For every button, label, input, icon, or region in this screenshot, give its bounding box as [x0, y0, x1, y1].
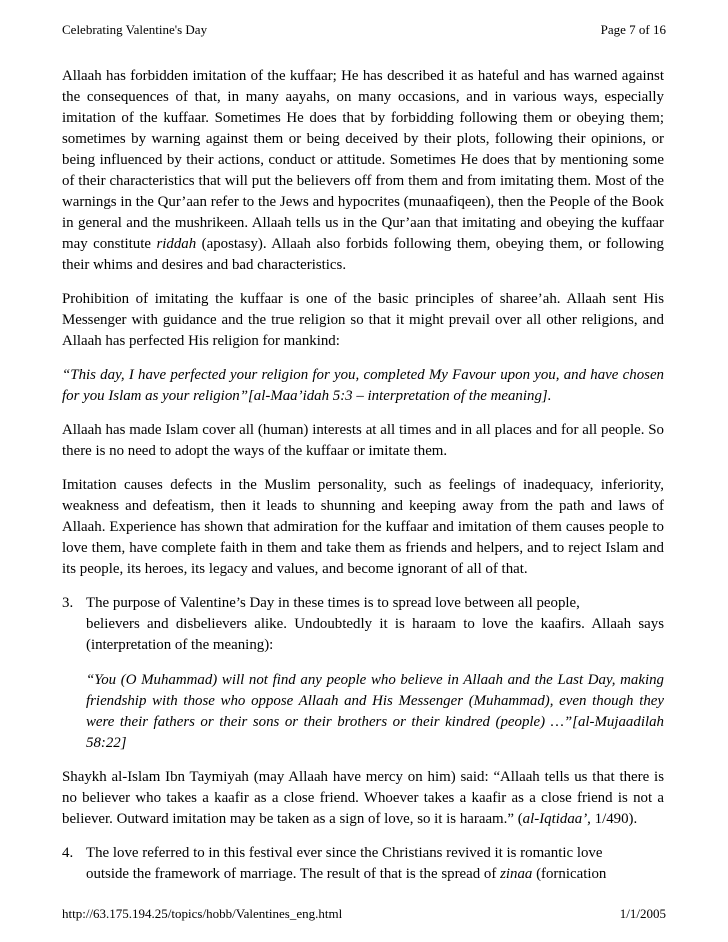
paragraph-ibn-taymiyah: [62, 767, 664, 830]
paragraph-text: Allaah has forbidden imitation of the kuffaar; He has described it as hateful and has warned against the consequences of that, in many aayahs, on many occasions, and in various ways, especially imitation of the kuffaar. Sometimes He does that by forbidding following them or obeying them; sometimes by warning against them or being deceived by their plots, following their opinions, or being influenced by their actions, conduct or attitude. Sometimes He does that by mentioning some of their characteristics that will put the believers off from them and from imitating them. Most of the warnings in the Qur’aan refer to the Jews and hypocrites (munaafiqeen), then the People of the Book in general and the mushrikeen. Allaah tells us in the Qur’aan that imitating and obeying the kuffaar may constitute: [62, 68, 664, 252]
list-item-4-number: 4.: [62, 845, 74, 861]
list-item-3: [62, 593, 664, 754]
list-item-3-lead-text: The purpose of Valentine’s Day in these times is to spread love between all people,: [86, 595, 580, 611]
list-item-4-text-start: outside the framework of marriage. The result of that is the spread of: [86, 866, 497, 882]
list-item-3-text: believers and disbelievers alike. Undoubtedly it is haraam to love the kaafirs. Allaah says (interpretation of the meaning):: [86, 616, 664, 653]
paragraph-text: Shaykh al-Islam Ibn Taymiyah (may Allaah have mercy on him) said: “Allaah tells us that there is no believer who takes a kaafir as a close friend. Whoever takes a kaafir as a close friend is not a believer. Outward imitation may be taken as a sign of love, so it is haraam.” (: [62, 769, 664, 827]
quote-maaidah: “This day, I have perfected your religion for you, completed My Favour upon you, and have chosen for you Islam as your religion”[al-Maa’idah 5:3 – interpretation of the meaning].: [62, 367, 664, 404]
page-number: Page 7 of 16: [600, 22, 666, 37]
page-content: [62, 66, 664, 898]
source-url: http://63.175.194.25/topics/hobb/Valentines_eng.html: [62, 906, 343, 921]
zinaa-term: zinaa: [500, 866, 533, 882]
iqtidaa-citation: al-Iqtidaa’: [522, 811, 588, 827]
document-title: Celebrating Valentine's Day: [62, 22, 208, 37]
list-item-4-text-end: (fornication: [532, 866, 607, 882]
list-item-4-text: [62, 864, 664, 885]
page-footer: [62, 906, 666, 924]
riddah-term: riddah: [156, 236, 197, 252]
list-item-4: [62, 843, 664, 885]
paragraph-text-end: , 1/490).: [587, 811, 638, 827]
list-item-3-number: 3.: [62, 595, 74, 611]
paragraph-imitation-forbidden: [62, 66, 664, 276]
list-item-4-lead-text: The love referred to in this festival ever since the Christians revived it is romantic love: [86, 845, 603, 861]
paragraph-imitation-defects: Imitation causes defects in the Muslim personality, such as feelings of inadequacy, inferiority, weakness and defeatism, then it leads to shunning and keeping away from the path and laws of Allaah. Experience has shown that admiration for the kuffaar and imitation of them causes people to love them, have complete faith in them and take them as friends and helpers, and to reject Islam and its people, its heroes, its legacy and values, and become ignorant of all of that.: [62, 477, 664, 577]
print-date: 1/1/2005: [619, 906, 666, 921]
list-item-3-lead: [62, 593, 664, 614]
paragraph-islam-covers-all: Allaah has made Islam cover all (human) interests at all times and in all places and for all people. So there is no need to adopt the ways of the kuffaar or imitate them.: [62, 422, 664, 459]
quote-mujaadilah: “You (O Muhammad) will not find any people who believe in Allaah and the Last Day, making friendship with those who oppose Allaah and His Messenger (Muhammad), even though they were their fathers or their sons or their brothers or their kindred (people) …”[al-Mujaadilah 58:22]: [86, 672, 664, 751]
paragraph-text-end: (apostasy). Allaah also forbids following them, obeying them, or following their whims and desires and bad characteristics.: [62, 236, 664, 273]
page-header: [62, 22, 666, 40]
list-item-4-lead: [62, 843, 664, 864]
paragraph-prohibition-principle: Prohibition of imitating the kuffaar is one of the basic principles of sharee’ah. Allaah sent His Messenger with guidance and the true religion so that it might prevail over all other religions, and Allaah has perfected His religion for mankind:: [62, 291, 664, 349]
